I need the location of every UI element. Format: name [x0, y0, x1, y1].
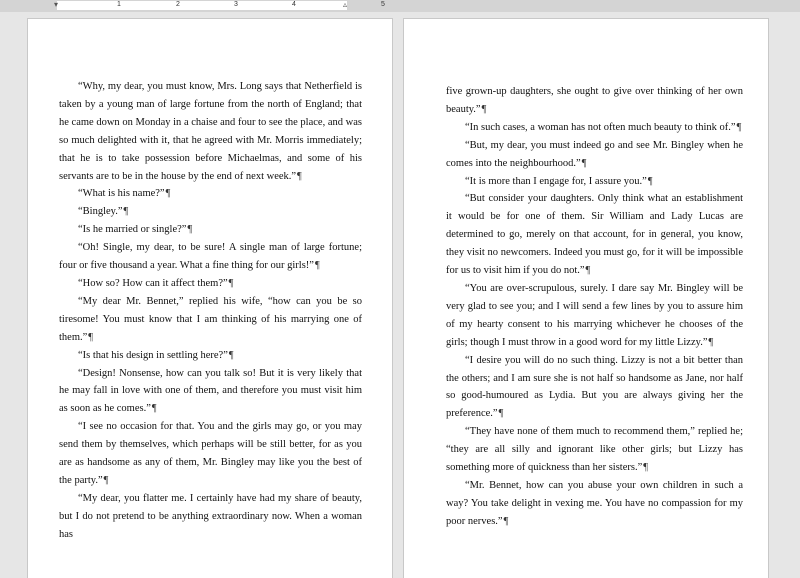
paragraph[interactable] [446, 119, 743, 137]
paragraph-text: “They have none of them much to recommend them,” replied he; “they are all silly and ignorant like other girls; but Lizzy has something more of quickness than her sisters.” [446, 426, 743, 474]
paragraph-text: five grown-up daughters, she ought to give over thinking of her own beauty.” [446, 86, 743, 115]
ruler-number: 1 [117, 1, 121, 8]
paragraph-text: “You are over-scrupulous, surely. I dare say Mr. Bingley will be very glad to see you; and I will send a few lines by you to assure him of my hearty consent to his marrying whichever he chooses of the girls; though I must throw in a good word for my little Lizzy.” [446, 282, 743, 348]
paragraph[interactable] [59, 221, 362, 239]
ruler-number: 4 [292, 1, 296, 8]
pilcrow-mark: ¶ [643, 462, 649, 474]
page-body-text[interactable] [446, 83, 743, 531]
paragraph-text: “I desire you will do no such thing. Lizzy is not a bit better than the others; and I am sure she is not half so handsome as Jane, nor half so good-humoured as Lydia. But you are always giving her the preference.” [446, 354, 743, 420]
paragraph-text: “How so? How can it affect them?” [78, 277, 228, 289]
paragraph[interactable] [59, 78, 362, 185]
pilcrow-mark: ¶ [88, 331, 94, 343]
pilcrow-mark: ¶ [165, 188, 171, 200]
paragraph-text: “It is more than I engage for, I assure you.” [465, 175, 647, 187]
paragraph[interactable] [446, 83, 743, 119]
paragraph[interactable] [59, 490, 362, 544]
pilcrow-mark: ¶ [187, 224, 193, 236]
paragraph[interactable] [446, 137, 743, 173]
paragraph-text: “Is that his design in settling here?” [78, 349, 228, 361]
ruler-number: 5 [381, 1, 385, 8]
pilcrow-mark: ¶ [498, 408, 504, 420]
paragraph-text: “My dear, you flatter me. I certainly have had my share of beauty, but I do not pretend to be anything extraordinary now. When a woman has [59, 492, 362, 540]
pilcrow-mark: ¶ [123, 206, 129, 218]
paragraph[interactable] [446, 477, 743, 531]
paragraph[interactable] [59, 365, 362, 419]
pilcrow-mark: ¶ [151, 403, 157, 415]
pilcrow-mark: ¶ [503, 515, 509, 527]
pilcrow-mark: ¶ [647, 175, 653, 187]
paragraph-text: “My dear Mr. Bennet,” replied his wife, “how can you be so tiresome! You must know that I am thinking of his marrying one of them.” [59, 295, 362, 343]
document-page-2[interactable] [404, 19, 768, 578]
paragraph-text: “Why, my dear, you must know, Mrs. Long says that Netherfield is taken by a young man of large fortune from the north of England; that he came down on Monday in a chaise and four to see the place, and was so much delighted with it, that he agreed with Mr. Morris immediately; that he is to take possession before Michaelmas, and some of his servants are to be in the house by the end of next week.” [59, 81, 362, 182]
paragraph-text: “Bingley.” [78, 206, 123, 218]
pilcrow-mark: ¶ [585, 265, 591, 277]
ruler-text-area [57, 1, 347, 10]
left-indent-marker-icon[interactable]: ▾ [54, 0, 59, 9]
paragraph[interactable] [59, 239, 362, 275]
paragraph[interactable] [59, 203, 362, 221]
right-indent-marker-icon[interactable]: ▵ [343, 0, 348, 9]
pilcrow-mark: ¶ [103, 474, 109, 486]
pilcrow-mark: ¶ [581, 157, 587, 169]
pilcrow-mark: ¶ [297, 170, 302, 182]
paragraph-text: “But consider your daughters. Only think what an establishment it would be for one of them. Sir William and Lady Lucas are determined to go, merely on that account, for in general, you know, they visit no newcomers. Indeed you must go, for it will be impossible for us to visit him if you do not.” [446, 193, 743, 277]
paragraph[interactable] [446, 352, 743, 424]
paragraph-text: “Design! Nonsense, how can you talk so! But it is very likely that he may fall in love with one of them, and therefore you must visit him as soon as he comes.” [59, 367, 362, 415]
paragraph-text: “But, my dear, you must indeed go and see Mr. Bingley when he comes into the neighbourhood.” [446, 139, 743, 169]
page-body-text[interactable] [59, 78, 362, 544]
pilcrow-mark: ¶ [708, 336, 714, 348]
paragraph[interactable] [446, 190, 743, 280]
paragraph-text: “What is his name?” [78, 188, 165, 200]
paragraph[interactable] [446, 173, 743, 191]
paragraph[interactable] [59, 293, 362, 347]
pilcrow-mark: ¶ [228, 349, 234, 361]
pilcrow-mark: ¶ [481, 103, 487, 115]
document-page-1[interactable] [28, 19, 392, 578]
ruler-number: 2 [176, 1, 180, 8]
ruler-number: 3 [234, 1, 238, 8]
paragraph-text: “Mr. Bennet, how can you abuse your own children in such a way? You take delight in vexing me. You have no compassion for my poor nerves.” [446, 479, 743, 527]
paragraph[interactable] [446, 280, 743, 352]
paragraph-text: “I see no occasion for that. You and the girls may go, or you may send them by themselves, which perhaps will be still better, for as you are as handsome as any of them, Mr. Bingley may like you the best of the party.” [59, 421, 362, 486]
paragraph[interactable] [59, 418, 362, 490]
paragraph[interactable] [446, 423, 743, 477]
paragraph-text: “Oh! Single, my dear, to be sure! A single man of large fortune; four or five thousand a year. What a fine thing for our girls!” [59, 242, 362, 272]
paragraph[interactable] [59, 185, 362, 203]
horizontal-ruler[interactable] [0, 0, 800, 12]
pilcrow-mark: ¶ [736, 121, 742, 133]
paragraph[interactable] [59, 275, 362, 293]
pilcrow-mark: ¶ [314, 260, 320, 272]
paragraph-text: “Is he married or single?” [78, 224, 187, 236]
pilcrow-mark: ¶ [228, 277, 234, 289]
paragraph[interactable] [59, 347, 362, 365]
paragraph-text: “In such cases, a woman has not often much beauty to think of.” [465, 121, 736, 133]
